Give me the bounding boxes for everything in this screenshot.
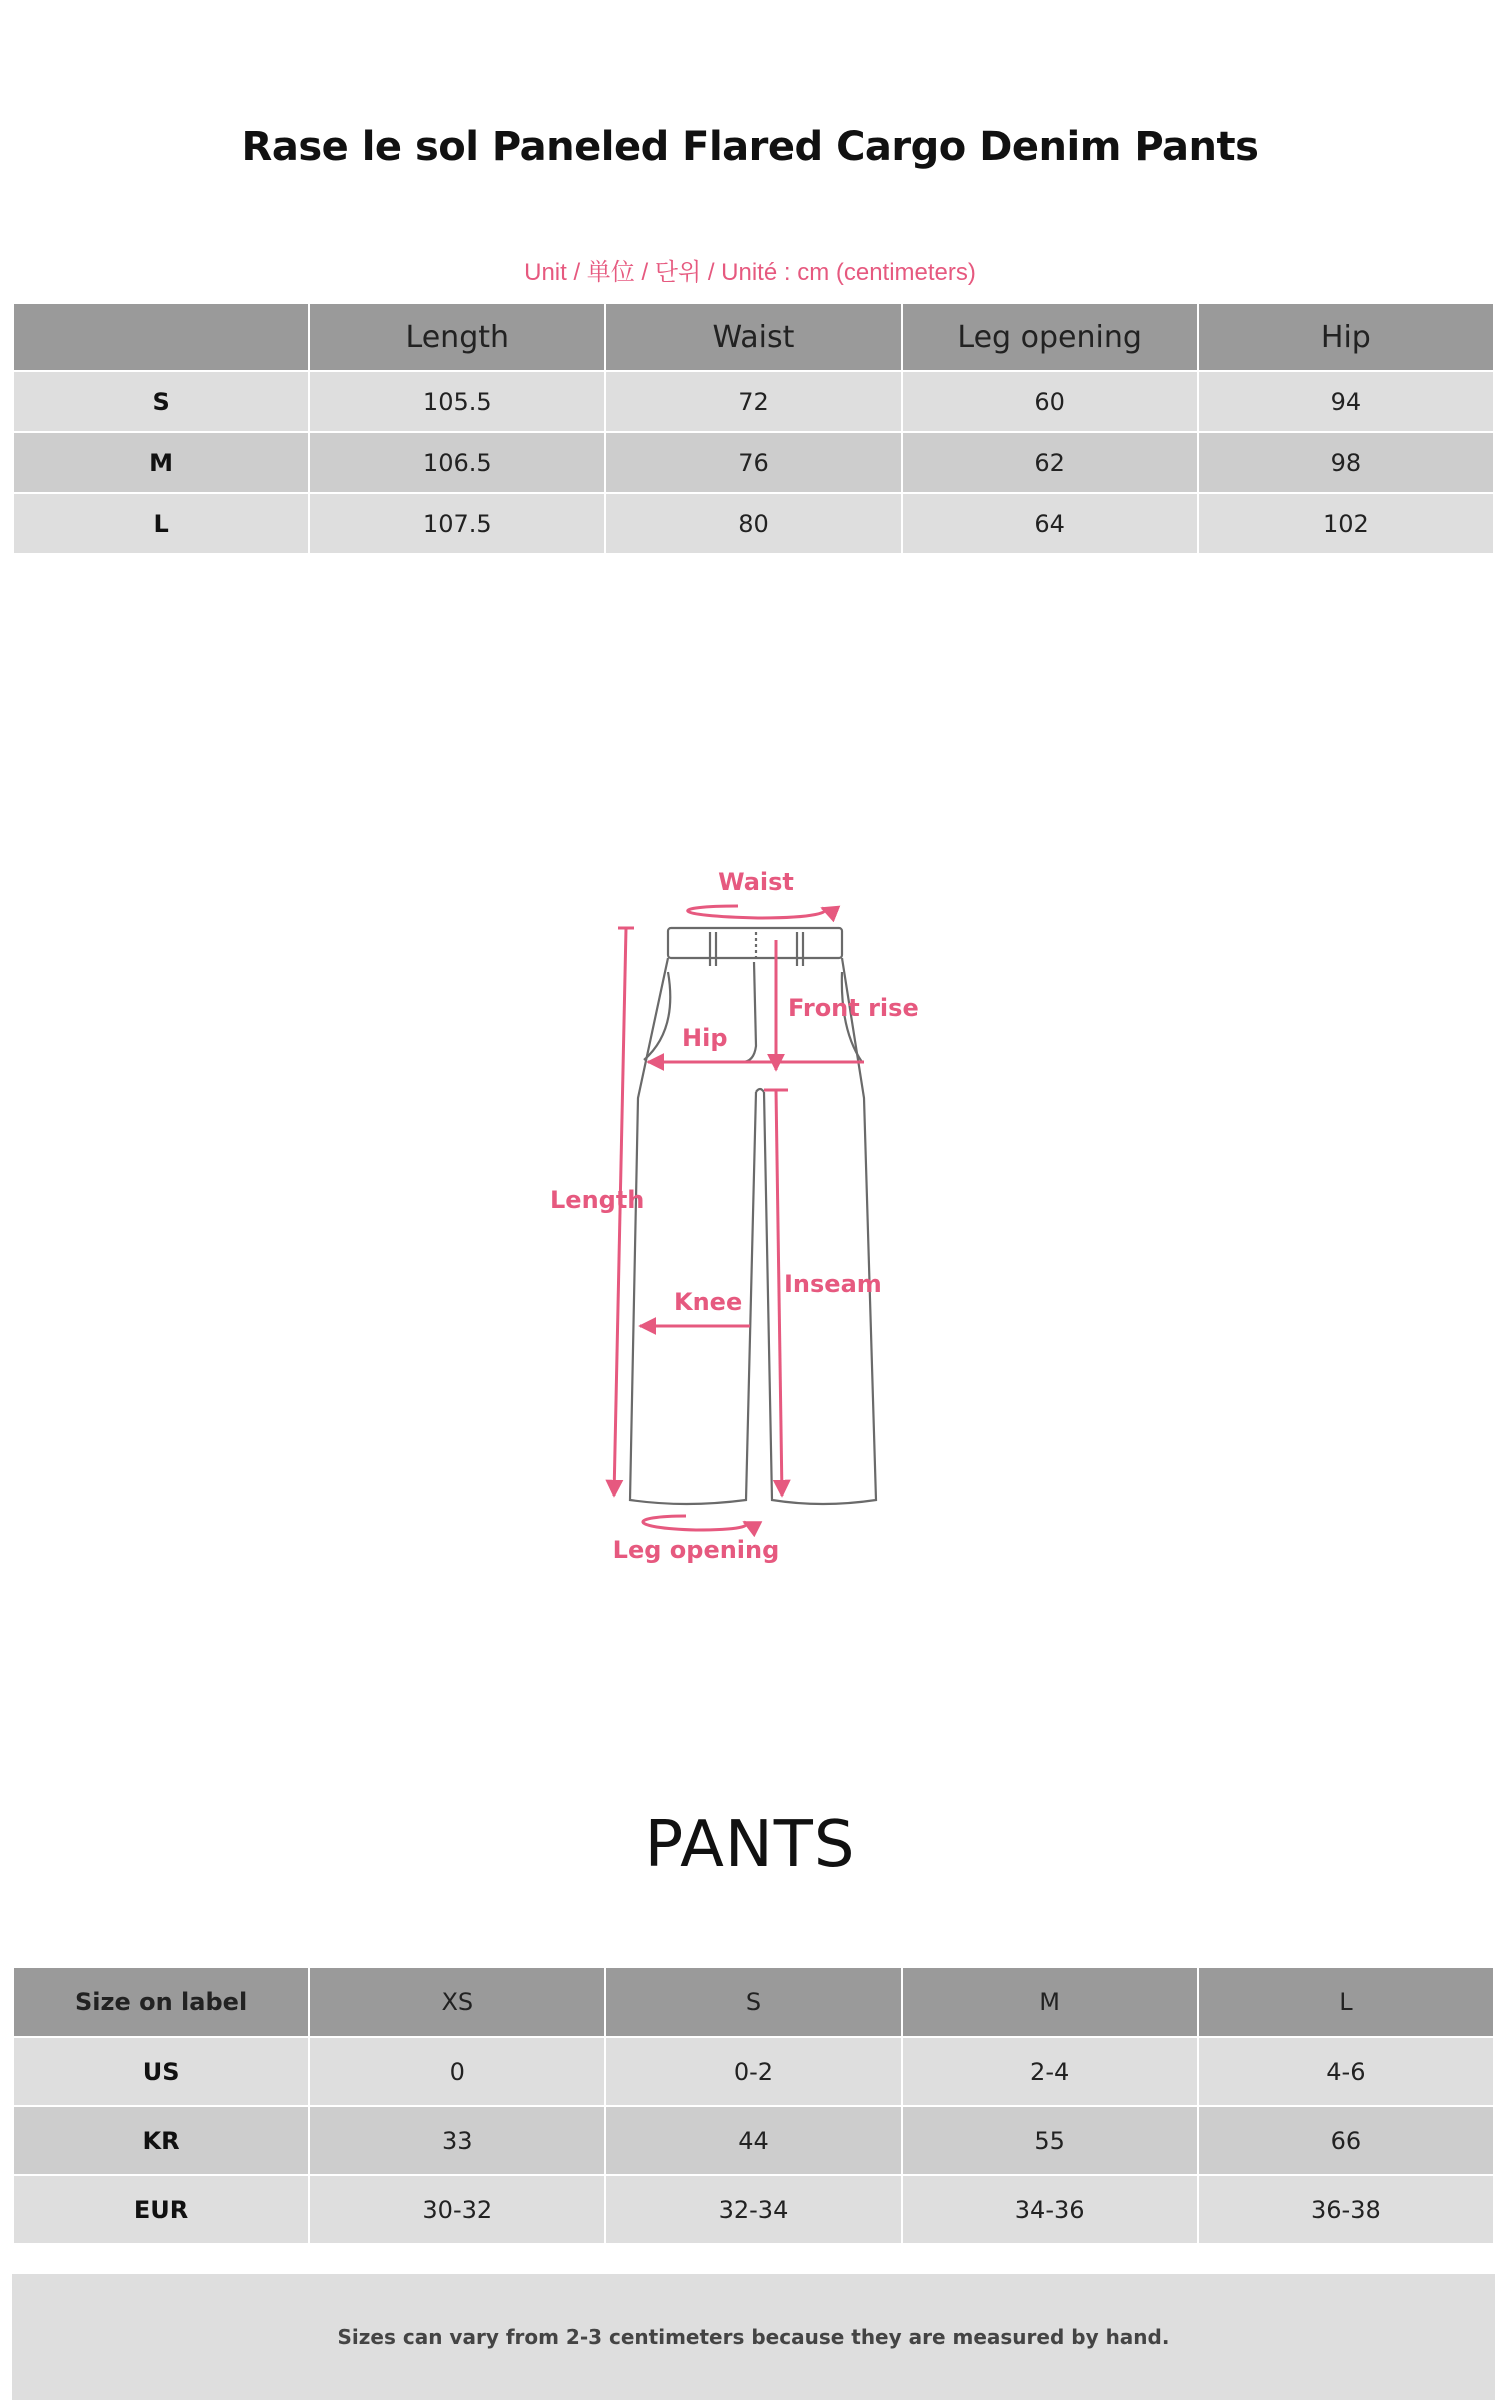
header-cell-xs: XS <box>309 1967 605 2037</box>
measurement-header-row <box>13 303 1494 371</box>
waist-arrow-icon <box>688 906 825 918</box>
region-cell: US <box>13 2037 309 2106</box>
value-cell: 62 <box>902 432 1198 493</box>
header-cell-hip: Hip <box>1198 303 1494 371</box>
table-row <box>13 493 1494 554</box>
size-conversion-table <box>12 1966 1495 2245</box>
value-cell: 72 <box>605 371 901 432</box>
table-row <box>13 2175 1494 2244</box>
size-cell: M <box>13 432 309 493</box>
value-cell: 106.5 <box>309 432 605 493</box>
value-cell: 94 <box>1198 371 1494 432</box>
value-cell: 30-32 <box>309 2175 605 2244</box>
value-cell: 60 <box>902 371 1198 432</box>
table-row <box>13 2037 1494 2106</box>
region-cell: KR <box>13 2106 309 2175</box>
value-cell: 98 <box>1198 432 1494 493</box>
leg-opening-arrow-icon <box>643 1516 746 1530</box>
table-row <box>13 2106 1494 2175</box>
header-cell-s: S <box>605 1967 901 2037</box>
label-length: Length <box>550 1186 645 1214</box>
value-cell: 66 <box>1198 2106 1494 2175</box>
pants-measurement-diagram <box>500 840 1000 1580</box>
size-cell: S <box>13 371 309 432</box>
value-cell: 44 <box>605 2106 901 2175</box>
section-title: PANTS <box>644 1808 856 1882</box>
value-cell: 32-34 <box>605 2175 901 2244</box>
value-cell: 4-6 <box>1198 2037 1494 2106</box>
value-cell: 80 <box>605 493 901 554</box>
value-cell: 55 <box>902 2106 1198 2175</box>
value-cell: 76 <box>605 432 901 493</box>
header-cell-m: M <box>902 1967 1198 2037</box>
unit-note: Unit / 単位 / 단위 / Unité : cm (centimeters) <box>524 259 976 286</box>
header-cell-leg-opening: Leg opening <box>902 303 1198 371</box>
value-cell: 34-36 <box>902 2175 1198 2244</box>
table-row <box>13 432 1494 493</box>
conversion-header-row <box>13 1967 1494 2037</box>
value-cell: 36-38 <box>1198 2175 1494 2244</box>
label-front-rise: Front rise <box>788 994 919 1022</box>
value-cell: 33 <box>309 2106 605 2175</box>
header-cell-waist: Waist <box>605 303 901 371</box>
header-cell-size-on-label: Size on label <box>13 1967 309 2037</box>
value-cell: 0-2 <box>605 2037 901 2106</box>
value-cell: 0 <box>309 2037 605 2106</box>
table-row <box>13 371 1494 432</box>
label-inseam: Inseam <box>784 1270 882 1298</box>
page-title: Rase le sol Paneled Flared Cargo Denim Pants <box>241 124 1259 170</box>
value-cell: 107.5 <box>309 493 605 554</box>
label-hip: Hip <box>682 1024 728 1052</box>
label-knee: Knee <box>674 1288 743 1316</box>
label-waist: Waist <box>718 868 794 896</box>
value-cell: 64 <box>902 493 1198 554</box>
header-cell-length: Length <box>309 303 605 371</box>
region-cell: EUR <box>13 2175 309 2244</box>
header-cell-l: L <box>1198 1967 1494 2037</box>
measurement-disclaimer: Sizes can vary from 2-3 centimeters because they are measured by hand. <box>12 2274 1495 2400</box>
value-cell: 102 <box>1198 493 1494 554</box>
label-leg-opening: Leg opening <box>612 1536 780 1564</box>
size-cell: L <box>13 493 309 554</box>
value-cell: 2-4 <box>902 2037 1198 2106</box>
value-cell: 105.5 <box>309 371 605 432</box>
header-cell-blank <box>13 303 309 371</box>
measurement-table <box>12 302 1495 555</box>
